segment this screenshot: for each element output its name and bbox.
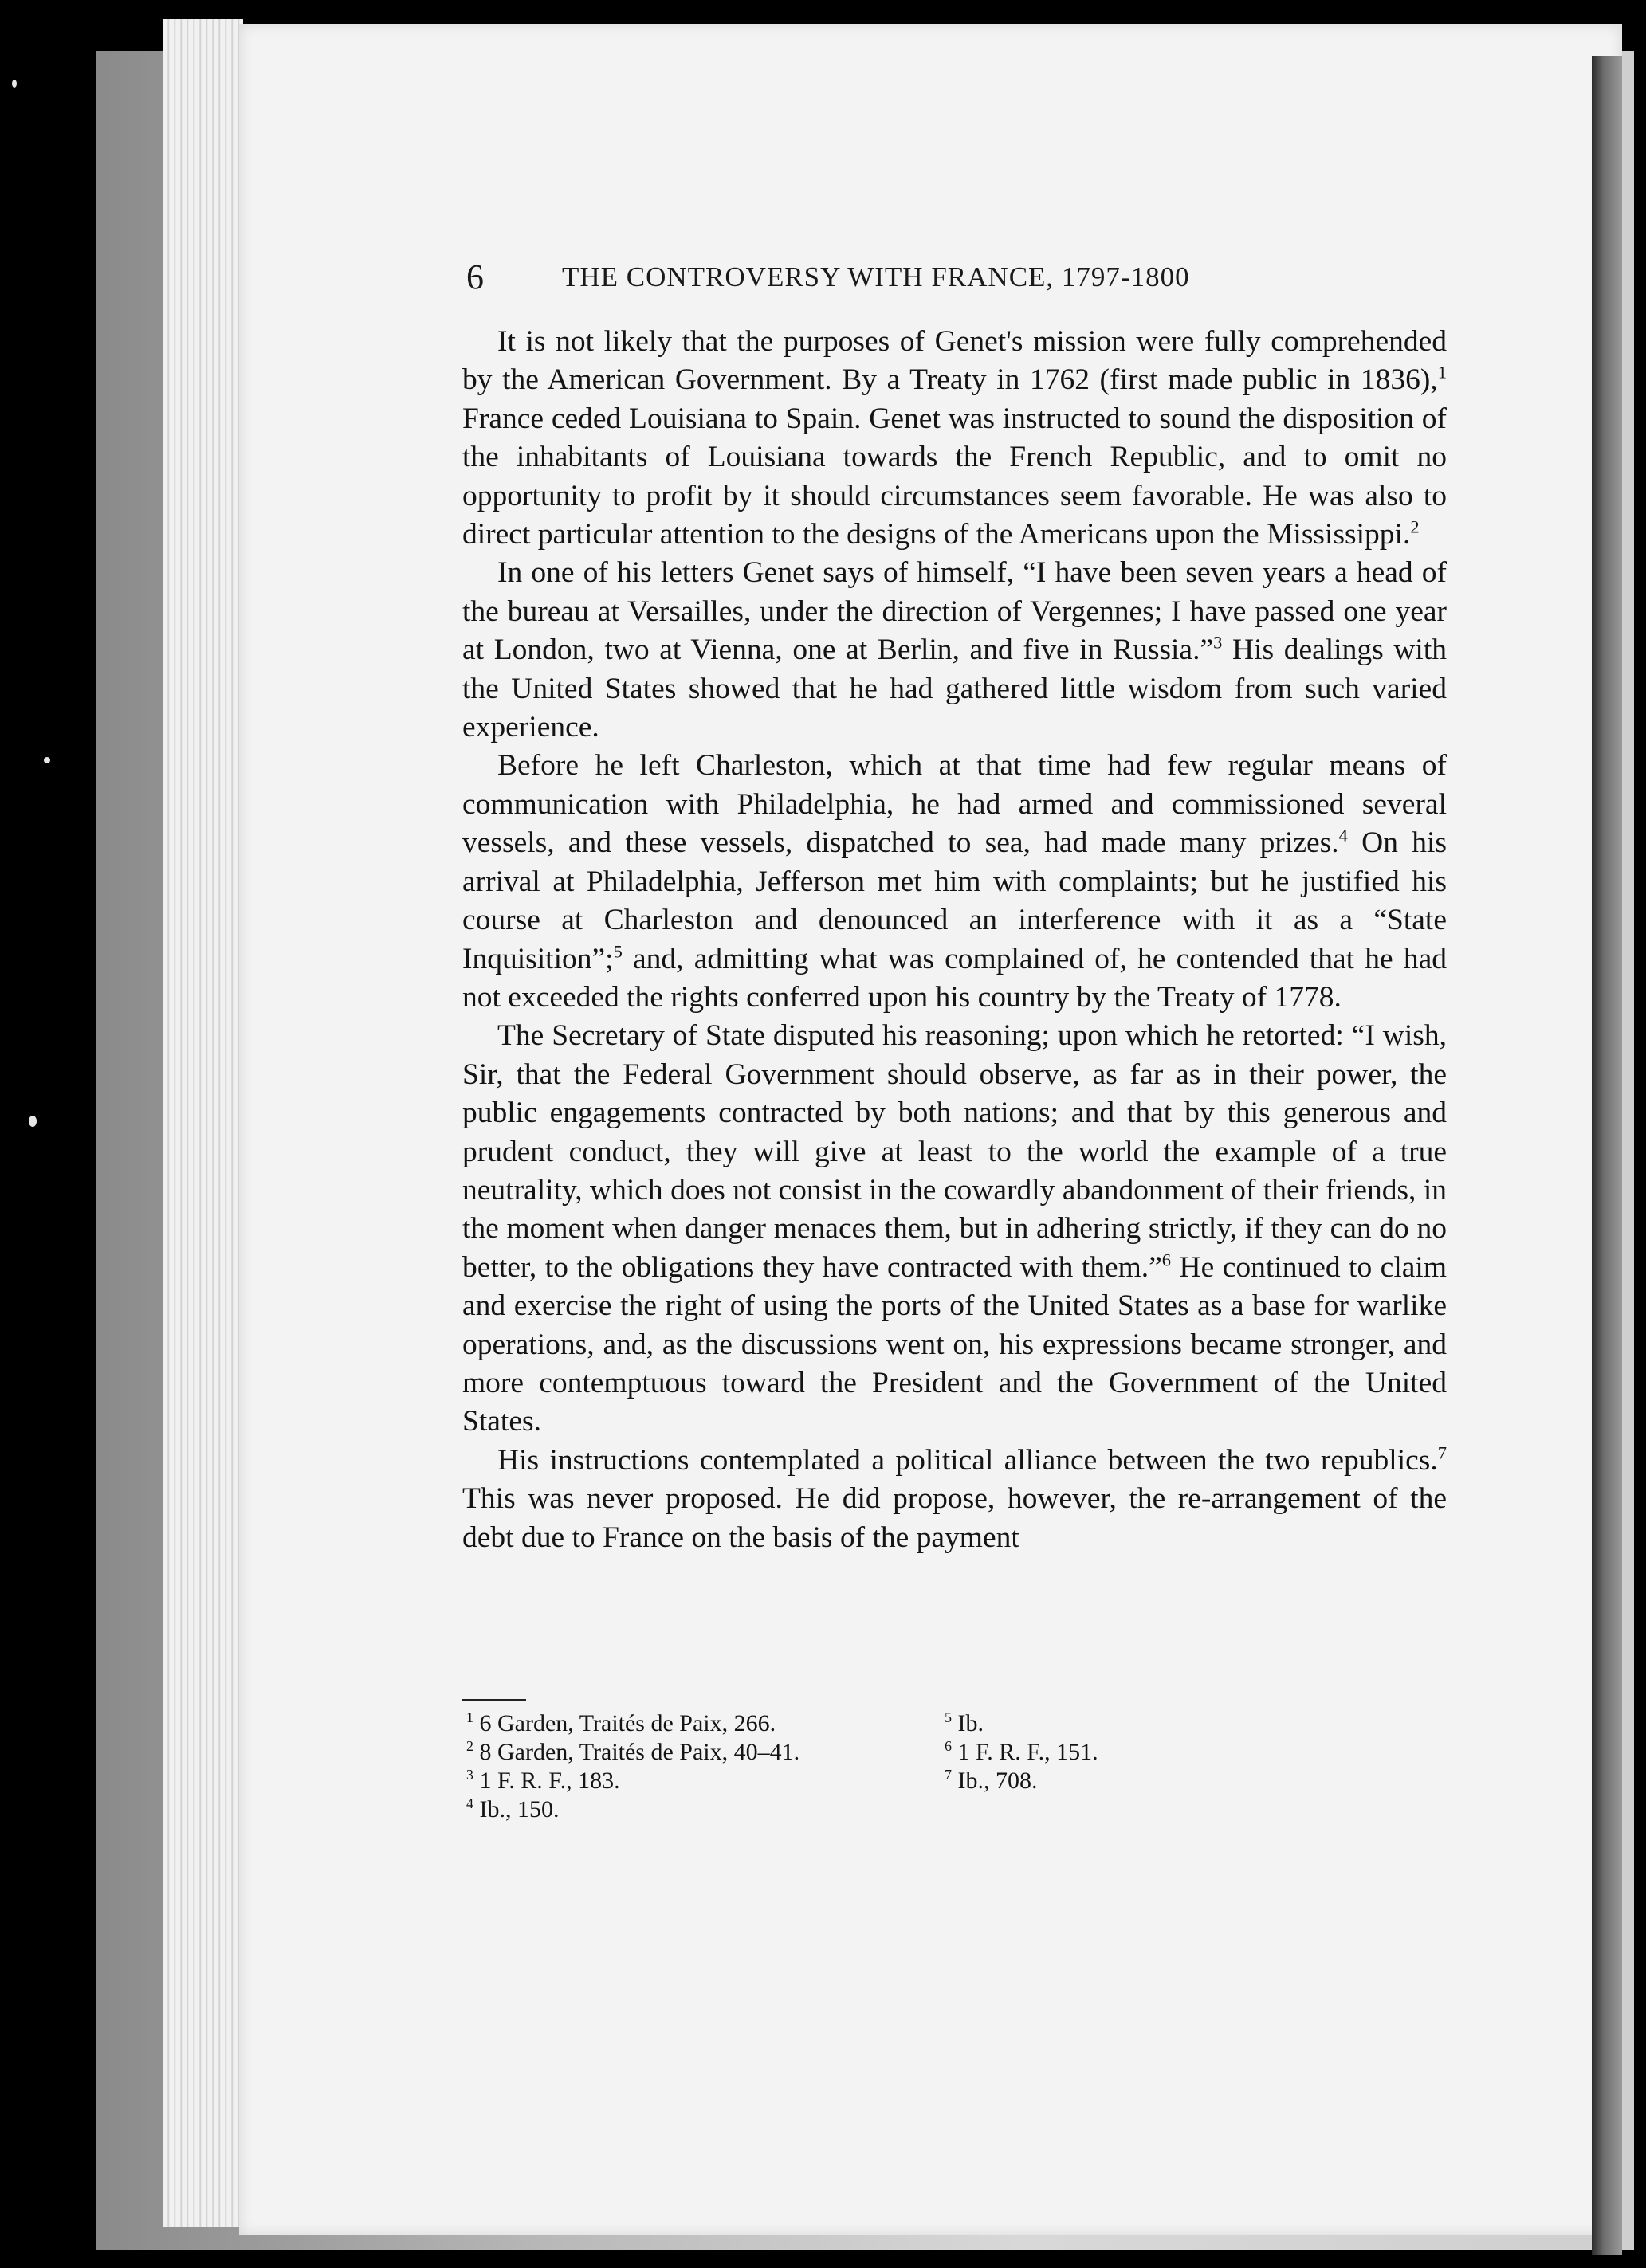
paragraph-text: France ceded Louisiana to Spain. Genet was instructed to sound the disposition of the inhabitants of Louisiana towards the French Republic, and to omit no opportunity to profit by it should circumstances seem favorable. He was also to direct particular attention to the designs of the Americans upon the Mississippi.	[462, 402, 1447, 551]
footnote	[466, 1767, 913, 1795]
footnote-text: 1 F. R. F., 183.	[473, 1768, 620, 1794]
paragraph-text: This was never proposed. He did propose, however, the re-arrangement of the debt due to France on the basis of the payment	[462, 1482, 1447, 1554]
footnote-text: Ib., 708.	[952, 1768, 1038, 1794]
footnote-rule	[462, 1699, 526, 1701]
paragraph-text: His dealings with the United States showed that he had gathered little wisdom from such varied experience.	[462, 634, 1447, 744]
footnote-reference: 6	[1161, 1250, 1172, 1270]
footnote	[945, 1767, 1391, 1795]
footnote-text: Ib.	[952, 1710, 984, 1736]
scan-speck	[44, 757, 50, 763]
paragraph-text: In one of his letters Genet says of himself, “I have been seven years a head of the bureau at Versailles, under the direction of Vergennes; I have passed one year at London, two at Vienna, one at Berlin, and five in Russia.”	[462, 556, 1447, 667]
footnote	[466, 1738, 913, 1767]
footnote-text: Ib., 150.	[473, 1796, 560, 1823]
footnote-mark: 7	[945, 1767, 952, 1783]
paragraph-text: His instructions contemplated a political alliance between the two republics.	[497, 1443, 1438, 1477]
body-text	[462, 323, 1447, 1557]
page-edges	[163, 19, 243, 2227]
footnote-reference: 1	[1437, 362, 1447, 383]
scan-speck	[12, 80, 17, 88]
footnote-reference: 2	[1410, 516, 1420, 537]
footnote	[466, 1709, 913, 1738]
paragraph	[462, 323, 1447, 554]
paragraph-text: Before he left Charleston, which at that time had few regular means of communication with Philadelphia, he had armed and commissioned several vessels, and these vessels, dispatched to sea, had made many prizes.	[462, 749, 1447, 860]
footnote-reference: 4	[1338, 825, 1348, 846]
paragraph-text: The Secretary of State disputed his reasoning; upon which he retorted: “I wish, Sir, that the Federal Government should observe, as far as in their power, the public engagements contracted by both nations; and that by this generous and prudent conduct, they will give at least to the world the example of a true neutrality, which does not consist in the cowardly abandonment of their friends, in the moment when danger menaces them, but in adhering strictly, if they can do no better, to the obligations they have contracted with them.”	[462, 1019, 1447, 1284]
paragraph	[462, 1442, 1447, 1557]
paragraph	[462, 554, 1447, 747]
footnote	[945, 1738, 1391, 1767]
paragraph	[462, 747, 1447, 1017]
paragraph-text: He continued to claim and exercise the right of using the ports of the United States as a base for warlike operations, and, as the discussions went on, his expressions became stronger, and more contemptuous toward the President and the Government of the United States.	[462, 1250, 1447, 1438]
paragraph	[462, 1017, 1447, 1441]
footnotes-left-column	[466, 1709, 913, 1824]
page-number: 6	[466, 257, 484, 296]
paragraph-text: and, admitting what was complained of, he contended that he had not exceeded the rights conferred upon his country by the Treaty of 1778.	[462, 942, 1447, 1014]
scan-speck	[29, 1116, 37, 1127]
footnote-mark: 1	[466, 1709, 473, 1726]
running-title: THE CONTROVERSY WITH FRANCE, 1797-1800	[562, 261, 1190, 292]
footnote-text: 6 Garden, Traités de Paix, 266.	[473, 1710, 776, 1736]
footnotes-right-column	[945, 1709, 1391, 1795]
footnote-mark: 2	[466, 1738, 473, 1755]
page-header	[466, 257, 1303, 304]
footnote-text: 8 Garden, Traités de Paix, 40–41.	[473, 1739, 800, 1765]
footnote-mark: 4	[466, 1795, 473, 1812]
paragraph-text: It is not likely that the purposes of Genet's mission were fully comprehended by the American Government. By a Treaty in 1762 (first made public in 1836),	[462, 325, 1447, 397]
footnote-reference: 7	[1437, 1442, 1447, 1463]
footnote-mark: 3	[466, 1767, 473, 1783]
footnote-reference: 5	[613, 941, 623, 961]
paragraph-text: On his arrival at Philadelphia, Jefferson met him with complaints; but he justified his course at Charleston and denounced an interference with it as a “State Inquisition”;	[462, 826, 1447, 975]
footnote-reference: 3	[1213, 632, 1223, 653]
footnote-text: 1 F. R. F., 151.	[952, 1739, 1098, 1765]
footnote-mark: 5	[945, 1709, 952, 1726]
footnote-mark: 6	[945, 1738, 952, 1755]
book-binding-edge	[1592, 56, 1622, 2255]
footnote	[945, 1709, 1391, 1738]
footnote	[466, 1795, 913, 1824]
